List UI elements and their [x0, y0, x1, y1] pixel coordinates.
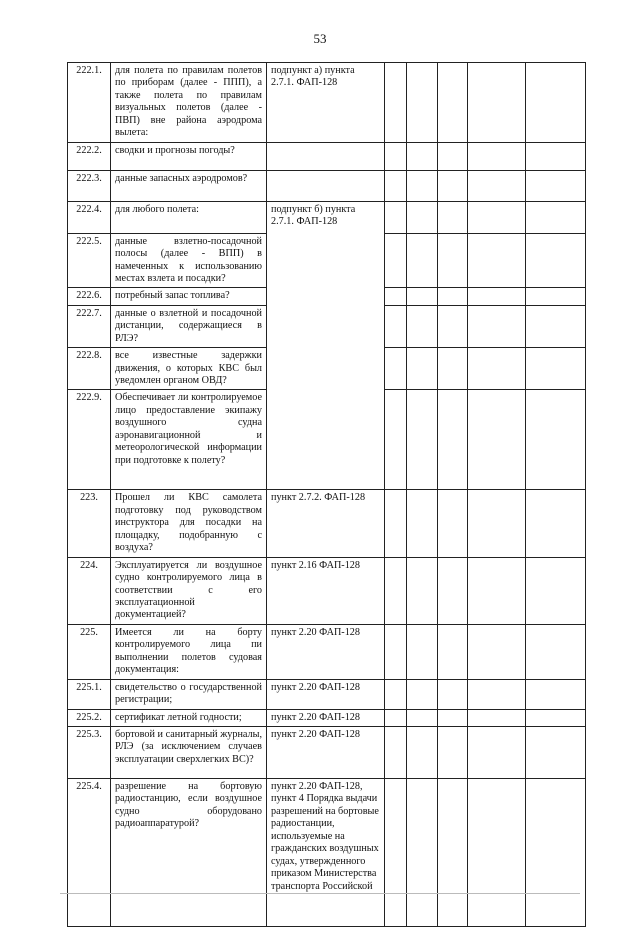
- answer-cell[interactable]: [526, 779, 586, 927]
- row-number: 222.8.: [68, 348, 111, 390]
- answer-cell[interactable]: [438, 709, 468, 726]
- row-reference: пункт 2.20 ФАП-128: [267, 727, 385, 779]
- answer-cell[interactable]: [438, 170, 468, 201]
- answer-cell[interactable]: [526, 348, 586, 390]
- answer-cell[interactable]: [385, 390, 407, 490]
- row-number: 225.2.: [68, 709, 111, 726]
- row-reference: пункт 2.20 ФАП-128: [267, 624, 385, 679]
- row-question: потребный запас топлива?: [111, 288, 267, 305]
- row-question: Имеется ли на борту контролируемого лица пи выполнении полетов судовая документация:: [111, 624, 267, 679]
- row-question: все известные задержки движения, о которых КВС был уведомлен органом ОВД?: [111, 348, 267, 390]
- row-number: 225.4.: [68, 779, 111, 927]
- answer-cell[interactable]: [407, 305, 438, 347]
- answer-cell[interactable]: [385, 305, 407, 347]
- row-question: бортовой и санитарный журналы, РЛЭ (за исключением случаев эксплуатации сверхлегких ВС)?: [111, 727, 267, 779]
- answer-cell[interactable]: [407, 233, 438, 288]
- answer-cell[interactable]: [438, 288, 468, 305]
- answer-cell[interactable]: [438, 142, 468, 170]
- answer-cell[interactable]: [407, 170, 438, 201]
- row-number: 222.9.: [68, 390, 111, 490]
- answer-cell[interactable]: [438, 201, 468, 233]
- answer-cell[interactable]: [407, 727, 438, 779]
- answer-cell[interactable]: [526, 142, 586, 170]
- answer-cell[interactable]: [468, 305, 526, 347]
- row-question: для полета по правилам полетов по приборам (далее - ППП), а также полета по правилам визуальных полетов (далее - ПВП) вне района аэродрома вылета:: [111, 63, 267, 143]
- answer-cell[interactable]: [468, 201, 526, 233]
- row-question: Эксплуатируется ли воздушное судно контролируемого лица в соответствии с его эксплуатационной документацией?: [111, 557, 267, 624]
- answer-cell[interactable]: [468, 233, 526, 288]
- answer-cell[interactable]: [407, 679, 438, 709]
- row-question: данные о взлетной и посадочной дистанции, содержащиеся в РЛЭ?: [111, 305, 267, 347]
- row-question: сводки и прогнозы погоды?: [111, 142, 267, 170]
- answer-cell[interactable]: [526, 557, 586, 624]
- row-question: для любого полета:: [111, 201, 267, 233]
- table-row: [68, 727, 586, 779]
- table-row: [68, 63, 586, 143]
- answer-cell[interactable]: [438, 63, 468, 143]
- answer-cell[interactable]: [438, 390, 468, 490]
- row-reference: [267, 170, 385, 201]
- table-row: [68, 709, 586, 726]
- answer-cell[interactable]: [385, 727, 407, 779]
- answer-cell[interactable]: [526, 288, 586, 305]
- page-number: 53: [313, 31, 327, 46]
- answer-cell[interactable]: [468, 63, 526, 143]
- row-reference: пункт 2.20 ФАП-128: [267, 679, 385, 709]
- answer-cell[interactable]: [407, 63, 438, 143]
- row-number: 225.3.: [68, 727, 111, 779]
- answer-cell[interactable]: [385, 557, 407, 624]
- answer-cell[interactable]: [385, 779, 407, 927]
- row-number: 222.6.: [68, 288, 111, 305]
- row-question: Обеспечивает ли контролируемое лицо предоставление экипажу воздушного судна аэронавигационной и метеорологической информации при подготовке к полету?: [111, 390, 267, 490]
- checklist-table: [67, 62, 586, 927]
- row-number: 222.7.: [68, 305, 111, 347]
- answer-cell[interactable]: [407, 779, 438, 927]
- answer-cell[interactable]: [468, 348, 526, 390]
- answer-cell[interactable]: [438, 779, 468, 927]
- answer-cell[interactable]: [468, 490, 526, 557]
- answer-cell[interactable]: [438, 727, 468, 779]
- row-number: 223.: [68, 490, 111, 557]
- answer-cell[interactable]: [468, 142, 526, 170]
- answer-cell[interactable]: [526, 390, 586, 490]
- row-question: разрешение на бортовую радиостанцию, если воздушное судно оборудовано радиоаппаратурой?: [111, 779, 267, 927]
- answer-cell[interactable]: [526, 679, 586, 709]
- answer-cell[interactable]: [407, 142, 438, 170]
- answer-cell[interactable]: [407, 201, 438, 233]
- table-row: [68, 490, 586, 557]
- table-row: [68, 679, 586, 709]
- answer-cell[interactable]: [438, 490, 468, 557]
- answer-cell[interactable]: [468, 624, 526, 679]
- row-question: свидетельство о государственной регистрации;: [111, 679, 267, 709]
- answer-cell[interactable]: [385, 233, 407, 288]
- row-number: 222.1.: [68, 63, 111, 143]
- row-question: сертификат летной годности;: [111, 709, 267, 726]
- row-number: 222.2.: [68, 142, 111, 170]
- table-row: [68, 142, 586, 170]
- row-reference: [267, 142, 385, 170]
- page-bottom-rule: [60, 893, 580, 894]
- answer-cell[interactable]: [407, 348, 438, 390]
- answer-cell[interactable]: [468, 170, 526, 201]
- answer-cell[interactable]: [526, 170, 586, 201]
- row-question: Прошел ли КВС самолета подготовку под руководством инструктора для посадки на площадку, подобранную с воздуха?: [111, 490, 267, 557]
- table-row: [68, 170, 586, 201]
- answer-cell[interactable]: [438, 348, 468, 390]
- answer-cell[interactable]: [407, 624, 438, 679]
- answer-cell[interactable]: [526, 709, 586, 726]
- answer-cell[interactable]: [385, 624, 407, 679]
- answer-cell[interactable]: [468, 727, 526, 779]
- answer-cell[interactable]: [438, 557, 468, 624]
- answer-cell[interactable]: [526, 233, 586, 288]
- answer-cell[interactable]: [526, 305, 586, 347]
- table-row: [68, 557, 586, 624]
- row-number: 225.: [68, 624, 111, 679]
- answer-cell[interactable]: [468, 557, 526, 624]
- row-reference: пункт 2.16 ФАП-128: [267, 557, 385, 624]
- answer-cell[interactable]: [385, 679, 407, 709]
- answer-cell[interactable]: [526, 624, 586, 679]
- answer-cell[interactable]: [407, 557, 438, 624]
- answer-cell[interactable]: [468, 709, 526, 726]
- row-reference: подпункт б) пункта 2.7.1. ФАП-128: [267, 201, 385, 490]
- answer-cell[interactable]: [407, 490, 438, 557]
- row-question: данные взлетно-посадочной полосы (далее - ВПП) в намеченных к использованию местах взлета и посадки?: [111, 233, 267, 288]
- answer-cell[interactable]: [407, 709, 438, 726]
- row-number: 224.: [68, 557, 111, 624]
- answer-cell[interactable]: [468, 779, 526, 927]
- answer-cell[interactable]: [526, 63, 586, 143]
- row-number: 225.1.: [68, 679, 111, 709]
- answer-cell[interactable]: [385, 288, 407, 305]
- answer-cell[interactable]: [438, 679, 468, 709]
- answer-cell[interactable]: [526, 490, 586, 557]
- answer-cell[interactable]: [385, 142, 407, 170]
- answer-cell[interactable]: [468, 288, 526, 305]
- row-reference: подпункт а) пункта 2.7.1. ФАП-128: [267, 63, 385, 143]
- answer-cell[interactable]: [385, 709, 407, 726]
- answer-cell[interactable]: [526, 201, 586, 233]
- row-reference: пункт 2.20 ФАП-128, пункт 4 Порядка выдачи разрешений на бортовые радиостанции, используемые на гражданских воздушных судах, утвержденного приказом Министерства транспорта Российской: [267, 779, 385, 927]
- row-number: 222.5.: [68, 233, 111, 288]
- row-question: данные запасных аэродромов?: [111, 170, 267, 201]
- row-number: 222.3.: [68, 170, 111, 201]
- row-number: 222.4.: [68, 201, 111, 233]
- answer-cell[interactable]: [438, 233, 468, 288]
- answer-cell[interactable]: [385, 490, 407, 557]
- answer-cell[interactable]: [385, 63, 407, 143]
- row-reference: пункт 2.7.2. ФАП-128: [267, 490, 385, 557]
- answer-cell[interactable]: [385, 348, 407, 390]
- answer-cell[interactable]: [438, 624, 468, 679]
- table-row: [68, 779, 586, 927]
- answer-cell[interactable]: [526, 727, 586, 779]
- answer-cell[interactable]: [468, 679, 526, 709]
- answer-cell[interactable]: [438, 305, 468, 347]
- table-row: [68, 201, 586, 233]
- answer-cell[interactable]: [385, 201, 407, 233]
- answer-cell[interactable]: [468, 390, 526, 490]
- answer-cell[interactable]: [407, 390, 438, 490]
- table-row: [68, 624, 586, 679]
- answer-cell[interactable]: [385, 170, 407, 201]
- answer-cell[interactable]: [407, 288, 438, 305]
- row-reference: пункт 2.20 ФАП-128: [267, 709, 385, 726]
